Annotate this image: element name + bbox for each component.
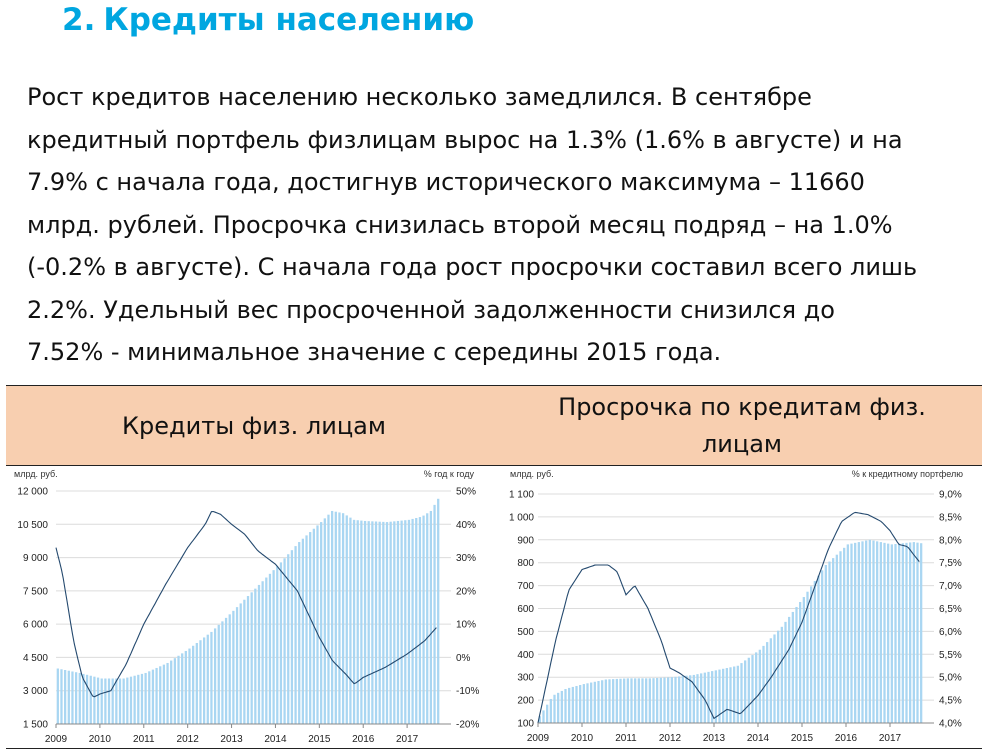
bar — [645, 678, 647, 723]
bar — [726, 668, 728, 723]
bar — [185, 651, 187, 724]
y-tick-label: 900 — [517, 535, 534, 547]
bar — [400, 521, 402, 724]
y2-tick-label: 20% — [456, 586, 477, 598]
bar — [608, 679, 610, 723]
summary-paragraph — [27, 76, 967, 374]
bar — [379, 522, 381, 724]
x-tick-label: 2010 — [88, 734, 112, 745]
bar — [872, 541, 874, 723]
y-tick-label: 800 — [517, 558, 534, 570]
x-tick-label: 2011 — [133, 734, 155, 745]
bar — [902, 543, 904, 723]
y2-tick-label: -10% — [456, 686, 480, 698]
bar — [240, 603, 242, 724]
bar — [276, 566, 278, 724]
y-tick-label: 4 500 — [22, 652, 48, 664]
bar — [415, 518, 417, 724]
bar — [101, 679, 103, 724]
bar — [634, 678, 636, 723]
x-tick-label: 2012 — [658, 733, 682, 744]
y2-tick-label: 5,0% — [939, 672, 962, 684]
bar — [839, 551, 841, 723]
right-chart-title-line1: Просрочка по кредитам физ. — [558, 392, 926, 421]
loans-chart — [6, 465, 496, 747]
bar — [663, 678, 665, 723]
bar — [302, 539, 304, 724]
bar — [75, 672, 77, 724]
bar — [546, 705, 548, 723]
x-tick-label: 2015 — [308, 734, 331, 745]
bar — [258, 585, 260, 724]
bar — [104, 679, 106, 724]
bar — [188, 649, 190, 724]
bar — [832, 558, 834, 723]
bar — [773, 634, 775, 723]
bar — [685, 676, 687, 723]
bar — [426, 513, 428, 724]
bar — [689, 675, 691, 723]
y2-tick-label: 4,0% — [939, 718, 962, 730]
bar — [601, 680, 603, 723]
y2-tick-label: 6,5% — [939, 604, 962, 615]
bar — [57, 669, 59, 724]
bar — [553, 695, 555, 723]
bar — [262, 581, 264, 724]
bar — [386, 522, 388, 724]
bar — [777, 631, 779, 723]
bar — [199, 640, 201, 724]
bar — [86, 675, 88, 724]
bar — [196, 643, 198, 724]
y-tick-label: 7 500 — [22, 586, 48, 598]
bar — [693, 675, 695, 723]
x-tick-label: 2014 — [264, 734, 287, 745]
y-tick-label: 10 500 — [17, 519, 48, 531]
bar — [130, 677, 132, 724]
bar — [883, 543, 885, 723]
bar — [590, 683, 592, 723]
bar — [371, 521, 373, 724]
bar — [817, 576, 819, 723]
bar — [79, 673, 81, 724]
bar — [652, 678, 654, 723]
bottom-rule — [6, 748, 982, 749]
bar — [887, 544, 889, 723]
x-tick-label: 2013 — [220, 734, 243, 745]
bar — [210, 632, 212, 724]
left-unit-label: млрд. руб. — [510, 469, 554, 479]
bar — [97, 678, 99, 724]
bar — [280, 562, 282, 724]
bar — [854, 543, 856, 723]
bar — [913, 542, 915, 723]
bar — [320, 522, 322, 724]
x-tick-label: 2013 — [702, 733, 726, 744]
bar — [126, 678, 128, 724]
bar — [583, 684, 585, 723]
bar — [572, 687, 574, 723]
bar — [586, 683, 588, 723]
bar — [748, 658, 750, 723]
bar — [60, 669, 62, 724]
y-tick-label: 1 100 — [508, 489, 534, 501]
bar — [729, 667, 731, 723]
y2-tick-label: 4,5% — [939, 695, 962, 707]
bar — [630, 678, 632, 723]
bar — [762, 646, 764, 723]
bar — [821, 570, 823, 723]
chart-titles-band — [6, 385, 982, 466]
bar — [236, 607, 238, 724]
bar — [682, 676, 684, 723]
bar — [93, 677, 95, 724]
bar — [108, 679, 110, 724]
bar — [627, 678, 629, 723]
bar — [353, 520, 355, 724]
y-tick-label: 500 — [517, 626, 534, 638]
bar — [272, 570, 274, 724]
bar — [346, 515, 348, 724]
bar — [861, 541, 863, 723]
bar — [251, 592, 253, 724]
left-unit-label: млрд. руб. — [14, 469, 58, 479]
bar — [269, 574, 271, 724]
bar — [814, 581, 816, 723]
bar — [667, 677, 669, 723]
bar — [616, 679, 618, 723]
bar — [437, 499, 439, 724]
bar — [759, 650, 761, 723]
bar — [550, 699, 552, 723]
bar — [229, 614, 231, 724]
bar — [324, 518, 326, 724]
bar — [166, 663, 168, 724]
bar — [660, 678, 662, 723]
bar — [174, 658, 176, 724]
bar — [254, 589, 256, 724]
bar — [283, 558, 285, 724]
section-title: Кредиты населению — [103, 2, 475, 38]
bar — [243, 600, 245, 724]
y2-tick-label: 5,5% — [939, 649, 962, 661]
x-tick-label: 2009 — [44, 734, 68, 745]
bar — [349, 518, 351, 724]
bar — [843, 548, 845, 723]
y2-tick-label: 9,0% — [939, 489, 962, 501]
bar — [597, 681, 599, 723]
bar — [671, 677, 673, 723]
bar — [784, 622, 786, 723]
bar — [342, 513, 344, 724]
paragraph-line: Рост кредитов населению несколько замедлился. В сентябре — [27, 83, 812, 111]
left-chart-title: Кредиты физ. лицам — [121, 411, 386, 440]
bar — [419, 517, 421, 724]
bar — [225, 618, 227, 724]
bar — [393, 521, 395, 724]
y-tick-label: 3 000 — [22, 686, 48, 698]
bar — [792, 612, 794, 723]
bar — [144, 673, 146, 724]
x-tick-label: 2012 — [176, 734, 199, 745]
bar — [411, 519, 413, 724]
bar — [605, 679, 607, 723]
bar — [755, 652, 757, 723]
bar — [360, 521, 362, 724]
bar — [865, 541, 867, 723]
y2-tick-label: 0% — [456, 652, 471, 664]
bar — [799, 602, 801, 723]
y2-tick-label: 10% — [456, 619, 477, 631]
overdue-chart — [498, 465, 982, 747]
bar — [357, 520, 359, 724]
bar — [115, 679, 117, 724]
bar — [64, 670, 66, 724]
paragraph-line: кредитный портфель физлицам вырос на 1.3% (1.6% в августе) и на — [27, 125, 903, 154]
y-tick-label: 1 000 — [508, 512, 534, 524]
y-tick-label: 100 — [517, 718, 534, 730]
bar — [795, 607, 797, 723]
bar — [905, 543, 907, 723]
bar — [876, 541, 878, 723]
bar — [612, 679, 614, 723]
bar — [430, 511, 432, 724]
bar — [148, 671, 150, 724]
y2-tick-label: 7,0% — [939, 581, 962, 593]
bar — [568, 688, 570, 723]
y2-tick-label: 6,0% — [939, 626, 962, 638]
bar — [825, 565, 827, 723]
bar — [298, 542, 300, 724]
bar — [638, 678, 640, 723]
bar — [564, 689, 566, 723]
bar — [733, 667, 735, 723]
x-tick-label: 2017 — [878, 733, 902, 744]
bar — [382, 522, 384, 724]
bar — [327, 515, 329, 724]
y-tick-label: 700 — [517, 581, 534, 593]
y2-tick-label: 8,0% — [939, 535, 962, 547]
bar — [71, 671, 73, 724]
bar — [656, 678, 658, 723]
y-tick-label: 12 000 — [17, 486, 48, 498]
x-tick-label: 2017 — [395, 734, 419, 745]
y-tick-label: 200 — [517, 695, 534, 707]
bar — [291, 550, 293, 724]
right-unit-label: % год к году — [423, 469, 474, 479]
y-tick-label: 400 — [517, 649, 534, 661]
y2-tick-label: 30% — [456, 553, 477, 565]
paragraph-line: 7.9% с начала года, достигнув исторического максимума – 11660 — [27, 168, 865, 196]
bar — [623, 679, 625, 723]
bar — [722, 669, 724, 723]
bar — [422, 516, 424, 724]
bar — [331, 511, 333, 724]
paragraph-line: 2.2%. Удельный вес просроченной задолженности снизился до — [27, 295, 835, 324]
bar — [163, 665, 165, 724]
bar — [700, 673, 702, 723]
bar — [880, 542, 882, 723]
bar — [247, 596, 249, 724]
bar — [433, 505, 435, 724]
bar — [770, 638, 772, 723]
bar — [696, 674, 698, 723]
bar — [152, 670, 154, 724]
bar — [181, 653, 183, 724]
bar — [788, 617, 790, 723]
bar — [123, 679, 125, 724]
bar — [781, 627, 783, 723]
y-tick-label: 6 000 — [22, 619, 48, 631]
x-tick-label: 2015 — [790, 733, 814, 744]
bar — [218, 625, 220, 724]
bar — [740, 663, 742, 723]
bar — [557, 693, 559, 723]
bar — [836, 555, 838, 723]
bar — [155, 668, 157, 724]
bar — [207, 635, 209, 724]
bar — [408, 520, 410, 724]
bar — [715, 670, 717, 723]
bar — [159, 666, 161, 724]
y2-tick-label: 40% — [456, 519, 477, 531]
y-tick-label: 300 — [517, 672, 534, 684]
bar — [619, 679, 621, 723]
bar — [177, 656, 179, 724]
bar — [214, 628, 216, 724]
bar — [203, 637, 205, 724]
y2-tick-label: 8,5% — [939, 512, 962, 524]
y-tick-label: 1 500 — [22, 719, 48, 731]
bar — [850, 544, 852, 723]
bar — [858, 542, 860, 723]
bar — [265, 578, 267, 724]
bar — [375, 522, 377, 724]
section-heading — [62, 2, 474, 38]
bar — [909, 542, 911, 723]
x-tick-label: 2016 — [834, 733, 858, 744]
x-tick-label: 2009 — [526, 733, 550, 744]
x-tick-label: 2014 — [746, 733, 770, 744]
bar — [316, 525, 318, 724]
bar — [90, 676, 92, 724]
bar — [869, 540, 871, 723]
bar — [68, 671, 70, 724]
right-unit-label: % к кредитному портфелю — [851, 469, 963, 479]
bar — [707, 672, 709, 723]
bar — [678, 676, 680, 723]
bar — [898, 544, 900, 723]
y-tick-label: 600 — [517, 604, 534, 615]
bar — [221, 621, 223, 724]
bar — [847, 544, 849, 723]
section-number: 2. — [62, 2, 96, 38]
bar — [920, 543, 922, 723]
bar — [579, 685, 581, 723]
bar — [561, 691, 563, 723]
bar — [806, 592, 808, 723]
bar — [894, 544, 896, 723]
x-tick-label: 2010 — [570, 733, 594, 744]
bar — [170, 661, 172, 724]
bar — [594, 682, 596, 723]
bar — [810, 586, 812, 723]
bar — [828, 562, 830, 723]
bar — [338, 512, 340, 724]
bar — [737, 666, 739, 723]
bar — [192, 646, 194, 724]
bar — [891, 544, 893, 723]
y2-tick-label: 50% — [456, 486, 477, 498]
bar — [404, 520, 406, 724]
bar — [390, 522, 392, 724]
bar — [674, 677, 676, 723]
bar — [294, 546, 296, 724]
bar — [305, 535, 307, 724]
y2-tick-label: 7,5% — [939, 558, 962, 570]
bar — [744, 660, 746, 723]
bar — [232, 611, 234, 724]
bar — [137, 675, 139, 724]
x-tick-label: 2016 — [352, 734, 375, 745]
bar — [575, 686, 577, 723]
paragraph-line: млрд. рублей. Просрочка снизилась второй месяц подряд – на 1.0% — [27, 210, 893, 239]
bar — [916, 543, 918, 723]
bar — [751, 655, 753, 723]
paragraph-line: (-0.2% в августе). С начала года рост просрочки составил всего лишь — [27, 253, 918, 281]
bar — [397, 521, 399, 724]
paragraph-line: 7.52% - минимальное значение с середины 2015 года. — [27, 338, 722, 366]
bar — [141, 674, 143, 724]
bar — [134, 676, 136, 724]
y-tick-label: 9 000 — [22, 553, 48, 565]
y2-tick-label: -20% — [456, 719, 480, 731]
bar — [364, 521, 366, 724]
bar — [368, 521, 370, 724]
right-chart-title-line2: лицам — [701, 429, 783, 458]
bar — [309, 532, 311, 724]
right-chart-title — [502, 386, 982, 465]
bar — [119, 679, 121, 724]
bar — [649, 678, 651, 723]
bar — [542, 710, 544, 723]
x-tick-label: 2011 — [615, 733, 637, 744]
bar — [335, 512, 337, 724]
bar — [641, 678, 643, 723]
